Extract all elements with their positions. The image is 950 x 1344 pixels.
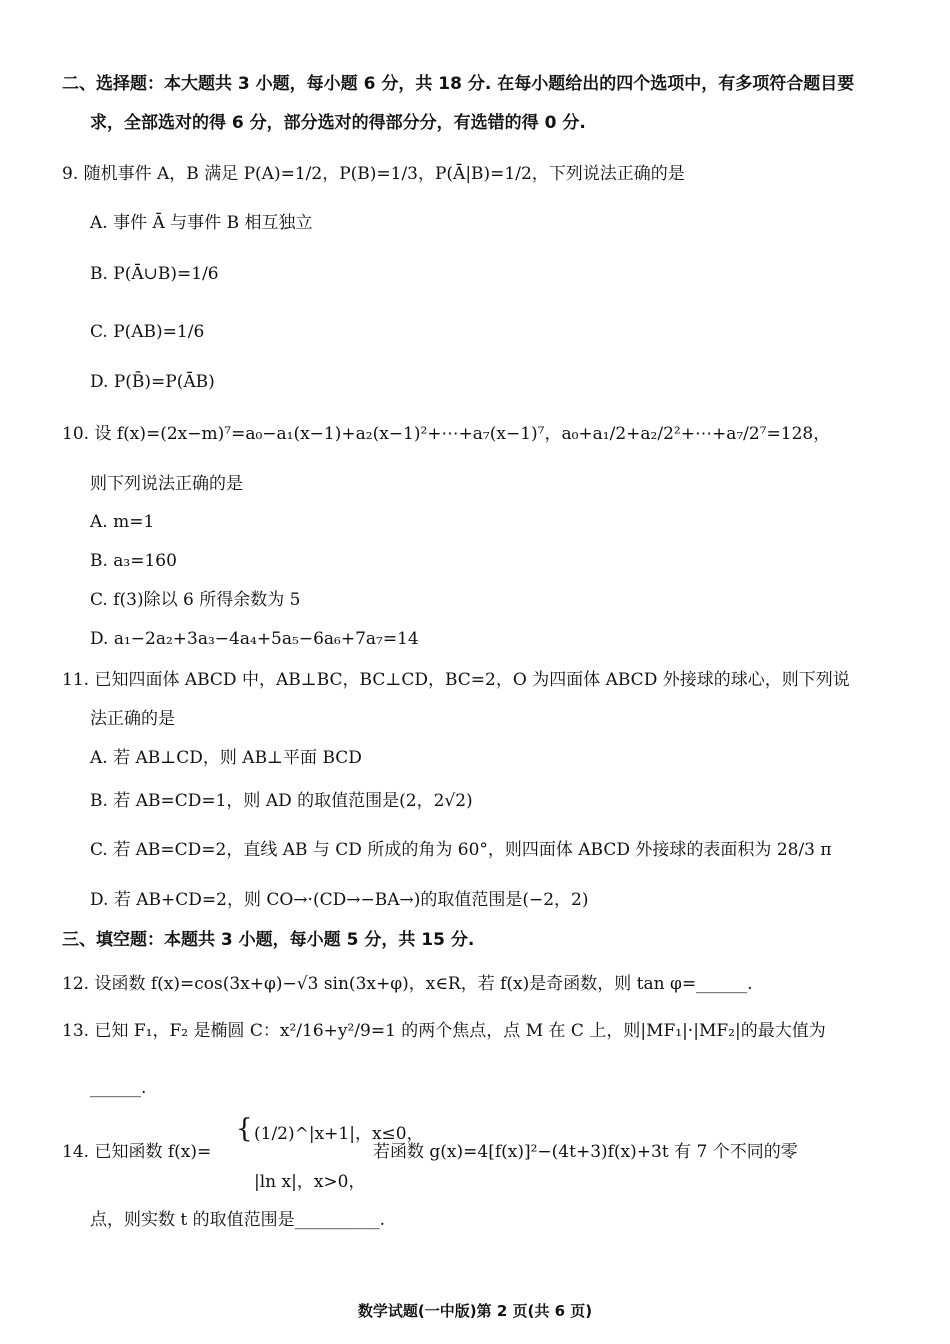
question-13-blank: ______. xyxy=(90,1078,147,1098)
question-9-option-a: A. 事件 Ā 与事件 B 相互独立 xyxy=(90,213,313,233)
question-11-stem-cont: 法正确的是 xyxy=(90,709,175,729)
question-11-option-d: D. 若 AB+CD=2，则 CO→·(CD→−BA→)的取值范围是(−2，2) xyxy=(90,890,589,910)
question-10-option-b: B. a₃=160 xyxy=(90,551,177,571)
question-9-option-c: C. P(AB)=1/6 xyxy=(90,322,205,342)
question-11-stem: 11. 已知四面体 ABCD 中，AB⊥BC，BC⊥CD，BC=2，O 为四面体 ABCD 外接球的球心，则下列说 xyxy=(62,670,850,690)
section3-heading: 三、填空题：本题共 3 小题，每小题 5 分，共 15 分. xyxy=(62,930,475,950)
question-11-option-b: B. 若 AB=CD=1，则 AD 的取值范围是(2，2√2) xyxy=(90,791,473,811)
question-14-line2: 点，则实数 t 的取值范围是__________. xyxy=(90,1210,386,1230)
question-14-case-1: (1/2)^|x+1|，x≤0， xyxy=(254,1124,424,1144)
question-14-case-2: |ln x|，x>0， xyxy=(254,1172,366,1192)
question-11-option-c: C. 若 AB=CD=2，直线 AB 与 CD 所成的角为 60°，则四面体 ABCD 外接球的表面积为 28/3 π xyxy=(90,840,832,860)
section2-heading-line2: 求，全部选对的得 6 分，部分选对的得部分分，有选错的得 0 分. xyxy=(90,113,586,133)
question-9-option-d: D. P(B̄)=P(ĀB) xyxy=(90,372,215,392)
question-14-lead: 14. 已知函数 f(x)= xyxy=(62,1142,212,1162)
question-10-option-d: D. a₁−2a₂+3a₃−4a₄+5a₅−6a₆+7a₇=14 xyxy=(90,629,419,649)
page-footer: 数学试题(一中版)第 2 页(共 6 页) xyxy=(357,1302,593,1320)
question-14-brace: { xyxy=(236,1114,253,1144)
question-10-stem: 10. 设 f(x)=(2x−m)⁷=a₀−a₁(x−1)+a₂(x−1)²+⋯+a₇(x−1)⁷，a₀+a₁/2+a₂/2²+⋯+a₇/2⁷=128， xyxy=(62,424,831,444)
question-12-stem: 12. 设函数 f(x)=cos(3x+φ)−√3 sin(3x+φ)，x∈R，若 f(x)是奇函数，则 tan φ=______. xyxy=(62,974,753,994)
question-10-stem-cont: 则下列说法正确的是 xyxy=(90,474,243,494)
question-9-stem: 9. 随机事件 A，B 满足 P(A)=1/2，P(B)=1/3，P(Ā|B)=1/2，下列说法正确的是 xyxy=(62,164,685,184)
section2-heading-line1: 二、选择题：本大题共 3 小题，每小题 6 分，共 18 分. 在每小题给出的四个选项中，有多项符合题目要 xyxy=(62,74,855,94)
question-10-option-c: C. f(3)除以 6 所得余数为 5 xyxy=(90,590,301,610)
question-14-tail: 若函数 g(x)=4[f(x)]²−(4t+3)f(x)+3t 有 7 个不同的零 xyxy=(373,1142,798,1162)
question-10-option-a: A. m=1 xyxy=(90,512,155,532)
question-11-option-a: A. 若 AB⊥CD，则 AB⊥平面 BCD xyxy=(90,748,362,768)
question-13-stem: 13. 已知 F₁，F₂ 是椭圆 C：x²/16+y²/9=1 的两个焦点，点 M 在 C 上，则|MF₁|·|MF₂|的最大值为 xyxy=(62,1021,826,1041)
question-9-option-b: B. P(Ā∪B)=1/6 xyxy=(90,264,219,284)
